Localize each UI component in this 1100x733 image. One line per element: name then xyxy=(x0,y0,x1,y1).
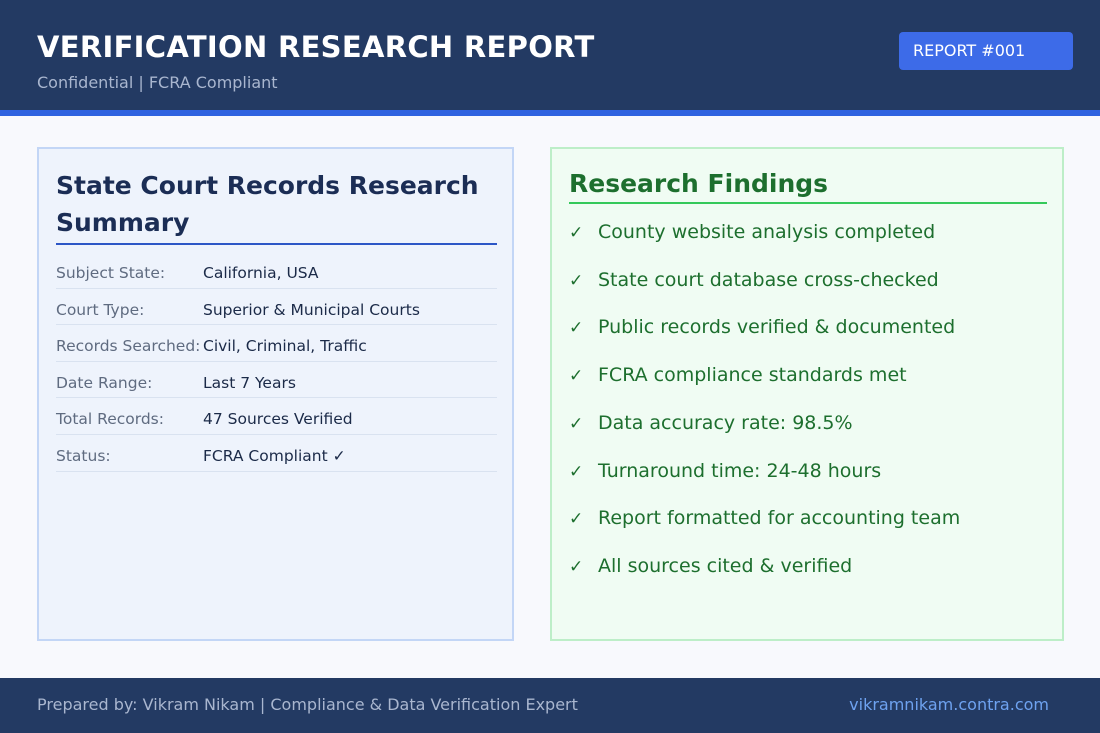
check-icon: ✓ xyxy=(569,509,584,530)
prepared-by-text: Prepared by: Vikram Nikam | Compliance & Data Verification Expert xyxy=(37,695,578,714)
summary-row-label: Court Type: xyxy=(56,300,145,319)
findings-divider xyxy=(569,202,1047,204)
summary-row-value: Last 7 Years xyxy=(203,373,296,392)
summary-row-label: Date Range: xyxy=(56,373,153,392)
report-number-badge: REPORT #001 xyxy=(899,32,1073,70)
summary-divider xyxy=(56,243,497,245)
finding-item xyxy=(569,555,1049,583)
finding-item xyxy=(569,412,1049,440)
summary-row xyxy=(56,252,497,289)
summary-row xyxy=(56,435,497,472)
finding-item xyxy=(569,269,1049,297)
check-icon: ✓ xyxy=(569,318,584,339)
report-footer xyxy=(0,678,1100,733)
finding-text: Turnaround time: 24-48 hours xyxy=(598,459,882,482)
finding-text: County website analysis completed xyxy=(598,221,936,243)
finding-text: Report formatted for accounting team xyxy=(598,507,961,530)
report-title: VERIFICATION RESEARCH REPORT xyxy=(37,30,595,64)
summary-row-value: 47 Sources Verified xyxy=(203,410,353,429)
findings-card xyxy=(550,147,1064,641)
finding-item xyxy=(569,507,1049,535)
finding-item xyxy=(569,364,1049,392)
finding-text: Data accuracy rate: 98.5% xyxy=(598,411,853,434)
summary-card xyxy=(37,147,514,641)
finding-text: All sources cited & verified xyxy=(598,554,853,577)
findings-title: Research Findings xyxy=(569,169,829,198)
check-icon: ✓ xyxy=(569,366,584,387)
summary-row-value: Superior & Municipal Courts xyxy=(203,300,420,319)
summary-row-value: Civil, Criminal, Traffic xyxy=(203,337,367,356)
summary-row xyxy=(56,362,497,399)
finding-text: Public records verified & documented xyxy=(598,316,956,339)
summary-row-label: Subject State: xyxy=(56,264,166,282)
summary-row-value: California, USA xyxy=(203,264,319,282)
check-icon: ✓ xyxy=(569,413,584,434)
summary-row xyxy=(56,398,497,435)
summary-row-label: Records Searched: xyxy=(56,337,201,356)
check-icon: ✓ xyxy=(569,270,584,291)
finding-text: FCRA compliance standards met xyxy=(598,364,907,387)
check-icon: ✓ xyxy=(569,556,584,577)
check-icon: ✓ xyxy=(569,223,584,243)
finding-item xyxy=(569,316,1049,344)
summary-title: State Court Records Research Summary xyxy=(56,171,479,237)
report-subtitle: Confidential | FCRA Compliant xyxy=(37,73,278,92)
summary-row-label: Total Records: xyxy=(56,410,164,429)
summary-row xyxy=(56,289,497,326)
finding-text: State court database cross-checked xyxy=(598,268,939,291)
website-link[interactable]: vikramnikam.contra.com xyxy=(849,695,1049,714)
header-accent-bar xyxy=(0,110,1100,116)
finding-item xyxy=(569,221,1049,249)
summary-row-label: Status: xyxy=(56,447,111,465)
check-icon: ✓ xyxy=(569,461,584,482)
summary-row-value: FCRA Compliant ✓ xyxy=(203,447,346,465)
finding-item xyxy=(569,460,1049,488)
summary-row xyxy=(56,325,497,362)
report-header xyxy=(0,0,1100,110)
